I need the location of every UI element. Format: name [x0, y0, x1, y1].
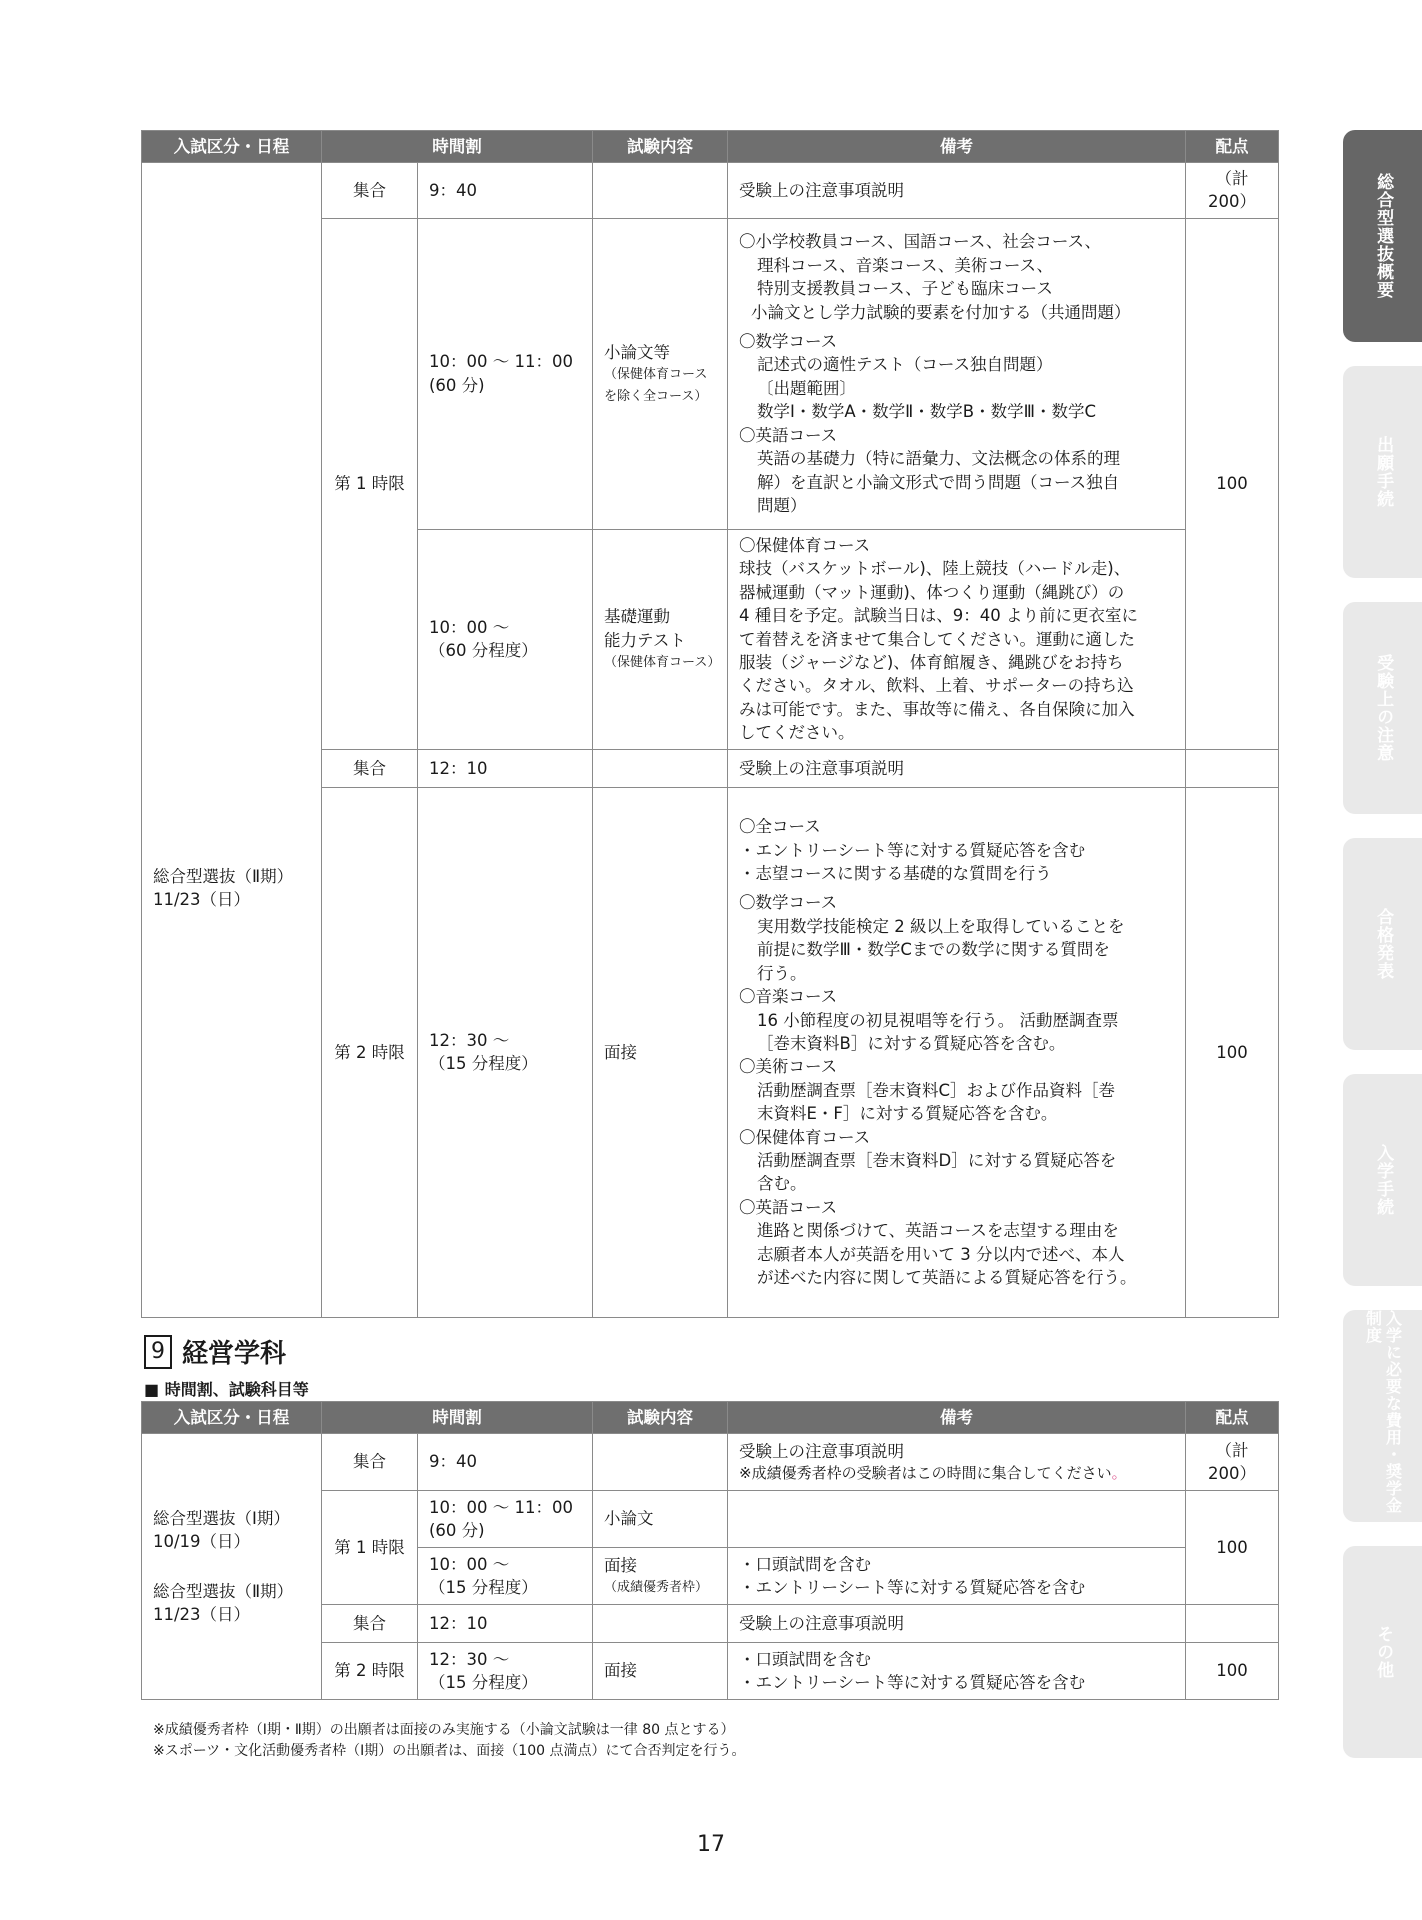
note-line: 進路と関係づけて、英語コースを志望する理由を	[757, 1221, 1119, 1241]
period-label: 第 1 時限	[322, 218, 418, 749]
header-content: 試験内容	[593, 1402, 728, 1434]
note-heading: 〇数学コース	[739, 893, 838, 913]
category-date: 11/23（日）	[153, 889, 251, 909]
exam-schedule-table-2	[141, 1401, 1279, 1700]
score-total: （計 200）	[1186, 163, 1279, 219]
note-heading: 〇小学校教員コース、国語コース、社会コース、	[739, 232, 1102, 252]
note-line: 〔出題範囲〕	[757, 378, 856, 398]
note-line: 活動歴調査票［巻末資料D］に対する質疑応答を	[757, 1151, 1117, 1171]
note-line: ・エントリーシート等に対する質疑応答を含む	[739, 1673, 1086, 1692]
note-line: 志願者本人が英語を用いて 3 分以内で述べ、本人	[757, 1244, 1125, 1264]
note-line: 球技（バスケットボール)、陸上競技（ハードル走)、	[739, 559, 1131, 579]
note-line: 受験上の注意事項説明	[739, 1441, 904, 1461]
assemble-label: 集合	[322, 749, 418, 787]
time-cell	[418, 1643, 593, 1700]
footnote: ※スポーツ・文化活動優秀者枠（Ⅰ期）の出願者は、面接（100 点満点）にて合否判定を行う。	[153, 1743, 746, 1759]
note-heading: 〇音楽コース	[739, 987, 838, 1007]
note-heading: 〇美術コース	[739, 1057, 838, 1077]
score-cell: 100	[1186, 218, 1279, 749]
content-cell: 小論文	[593, 1491, 728, 1548]
assemble-time: 9：40	[418, 1434, 593, 1491]
tab-label: 総合型選抜概要	[1373, 173, 1394, 299]
category-name: 総合型選抜（Ⅱ期）	[153, 866, 294, 886]
note-line: 4 種目を予定。試験当日は、9：40 より前に更衣室に	[739, 606, 1138, 626]
time-range: 10：00 ～	[429, 1554, 510, 1574]
footnotes	[153, 1720, 745, 1762]
time-duration: （60 分程度）	[429, 641, 538, 661]
content-title: 能力テスト	[604, 630, 686, 650]
header-notes: 備考	[728, 1402, 1186, 1434]
notes-cell: 受験上の注意事項説明	[728, 163, 1186, 219]
exam-schedule-table-1	[141, 130, 1279, 1318]
tab-label: 合格発表	[1373, 908, 1394, 980]
category-date: 11/23（日）	[153, 1604, 251, 1624]
score-cell: 100	[1186, 787, 1279, 1317]
content-cell	[593, 218, 728, 529]
score-cell	[1186, 749, 1279, 787]
period-label: 第 1 時限	[322, 1491, 418, 1605]
time-cell	[418, 787, 593, 1317]
section-number: 9	[144, 1335, 172, 1369]
tab-label: 入学に必要な費用・奨学金制度	[1363, 1310, 1403, 1514]
notes-cell	[728, 1434, 1186, 1491]
time-range: 10：00 ～ 11：00	[429, 1497, 573, 1517]
footnote: ※成績優秀者枠（Ⅰ期・Ⅱ期）の出願者は面接のみ実施する（小論文試験は一律 80 点とする）	[153, 1722, 735, 1738]
note-line: 問題）	[757, 495, 807, 515]
note-line-end: 。	[1111, 1464, 1127, 1483]
header-timetable: 時間割	[322, 1402, 593, 1434]
note-line: 実用数学技能検定 2 級以上を取得していることを	[757, 916, 1125, 936]
tab-other[interactable]	[1343, 1546, 1422, 1758]
content-cell	[593, 163, 728, 219]
note-line: ・口頭試問を含む	[739, 1649, 871, 1669]
note-line: ・エントリーシート等に対する質疑応答を含む	[739, 1578, 1086, 1597]
notes-cell	[728, 1643, 1186, 1700]
category-cell	[142, 163, 322, 1318]
tab-label: 出願手続	[1373, 436, 1394, 508]
tab-exam-notes[interactable]	[1343, 602, 1422, 814]
content-note: （成績優秀者枠）	[604, 1579, 709, 1595]
score-total: （計 200）	[1186, 1434, 1279, 1491]
content-title: 面接	[604, 1555, 637, 1575]
table-header-row	[142, 1402, 1279, 1434]
header-category: 入試区分・日程	[142, 131, 322, 163]
tab-results[interactable]	[1343, 838, 1422, 1050]
time-range: 12：30 ～	[429, 1649, 510, 1669]
time-range: 10：00 ～	[429, 617, 510, 637]
assemble-time: 12：10	[418, 749, 593, 787]
note-heading: 〇全コース	[739, 817, 821, 837]
notes-cell: 受験上の注意事項説明	[728, 1605, 1186, 1643]
content-title: 基礎運動	[604, 607, 670, 627]
note-line: 器械運動（マット運動)、体つくり運動（縄跳び）の	[739, 582, 1125, 602]
note-heading: 〇保健体育コース	[739, 1127, 871, 1147]
period-label: 第 2 時限	[322, 787, 418, 1317]
content-cell	[593, 529, 728, 749]
notes-cell	[728, 529, 1186, 749]
time-cell	[418, 1491, 593, 1548]
note-line: 行う。	[757, 963, 807, 983]
assemble-label: 集合	[322, 163, 418, 219]
note-line: 理科コース、音楽コース、美術コース、	[757, 255, 1054, 275]
note-line: 解）を直訳と小論文形式で問う問題（コース独自	[757, 472, 1120, 492]
period-label: 第 2 時限	[322, 1643, 418, 1700]
note-line: ［巻末資料B］に対する質疑応答を含む。	[757, 1033, 1066, 1053]
time-duration: (60 分)	[429, 1521, 485, 1540]
content-cell: 面接	[593, 1643, 728, 1700]
time-cell	[418, 529, 593, 749]
note-line: が述べた内容に関して英語による質疑応答を行う。	[757, 1268, 1137, 1288]
content-note: （保健体育コース）	[604, 655, 721, 671]
header-category: 入試区分・日程	[142, 1402, 322, 1434]
time-range: 12：30 ～	[429, 1030, 510, 1050]
notes-cell	[728, 787, 1186, 1317]
note-line: 記述式の適性テスト（コース独自問題）	[757, 355, 1053, 375]
note-line: ・エントリーシート等に対する質疑応答を含む	[739, 840, 1086, 860]
content-note: を除く全コース）	[604, 388, 708, 404]
score-cell	[1186, 1605, 1279, 1643]
note-line: ・口頭試問を含む	[739, 1554, 871, 1574]
header-score: 配点	[1186, 1402, 1279, 1434]
notes-cell: 受験上の注意事項説明	[728, 749, 1186, 787]
note-line: 含む。	[757, 1174, 807, 1194]
note-line: 特別支援教員コース、子ども臨床コース	[757, 279, 1053, 299]
content-cell	[593, 1605, 728, 1643]
assemble-label: 集合	[322, 1434, 418, 1491]
note-line: 活動歴調査票［巻末資料C］および作品資料［巻	[757, 1080, 1116, 1100]
tab-label: 受験上の注意	[1373, 654, 1394, 762]
score-cell: 100	[1186, 1643, 1279, 1700]
assemble-time: 12：10	[418, 1605, 593, 1643]
assemble-time: 9：40	[418, 163, 593, 219]
tab-label: 入学手続	[1373, 1144, 1394, 1216]
category-name: 総合型選抜（Ⅱ期）	[153, 1581, 294, 1601]
section-title: 経営学科	[182, 1339, 287, 1369]
note-line: 小論文とし学力試験的要素を付加する（共通問題）	[751, 302, 1131, 322]
category-cell	[142, 1434, 322, 1700]
content-note: （保健体育コース	[604, 367, 708, 383]
time-cell	[418, 1548, 593, 1605]
score-cell: 100	[1186, 1491, 1279, 1605]
page-number: 17	[697, 1832, 725, 1857]
note-heading: 〇英語コース	[739, 1197, 838, 1217]
notes-cell	[728, 1548, 1186, 1605]
time-duration: (60 分)	[429, 375, 485, 395]
note-line: ください。タオル、飲料、上着、サポーターの持ち込	[739, 676, 1134, 696]
content-cell	[593, 749, 728, 787]
time-duration: （15 分程度）	[429, 1054, 538, 1074]
note-heading: 〇英語コース	[739, 425, 838, 445]
tab-application[interactable]	[1343, 366, 1422, 578]
note-line: て着替えを済ませて集合してください。運動に適した	[739, 629, 1135, 649]
tab-label: その他	[1373, 1625, 1394, 1679]
note-line: 末資料E・F］に対する質疑応答を含む。	[757, 1104, 1058, 1124]
time-cell	[418, 218, 593, 529]
category-name: 総合型選抜（Ⅰ期）	[153, 1508, 290, 1528]
header-notes: 備考	[728, 131, 1186, 163]
section-heading	[144, 1333, 286, 1370]
content-cell: 面接	[593, 787, 728, 1317]
note-line: してください。	[739, 723, 855, 743]
note-line: 英語の基礎力（特に語彙力、文法概念の体系的理	[757, 449, 1120, 469]
header-score: 配点	[1186, 131, 1279, 163]
notes-cell	[728, 1491, 1186, 1548]
note-line: ※成績優秀者枠の受験者はこの時間に集合してください	[739, 1464, 1112, 1483]
note-line: ・志望コースに関する基礎的な質問を行う	[739, 863, 1052, 883]
table-header-row	[142, 131, 1279, 163]
content-title: 小論文等	[604, 342, 670, 362]
header-content: 試験内容	[593, 131, 728, 163]
tab-fees-scholarship[interactable]	[1343, 1310, 1422, 1522]
time-duration: （15 分程度）	[429, 1578, 538, 1597]
section-subtitle: ■ 時間割、試験科目等	[144, 1380, 309, 1399]
tab-overview[interactable]	[1343, 130, 1422, 342]
assemble-label: 集合	[322, 1605, 418, 1643]
tab-enrollment[interactable]	[1343, 1074, 1422, 1286]
time-duration: （15 分程度）	[429, 1673, 538, 1692]
note-line: みは可能です。また、事故等に備え、各自保険に加入	[739, 699, 1135, 719]
table-row	[142, 163, 1279, 219]
note-line: 前提に数学Ⅲ・数学Cまでの数学に関する質問を	[757, 940, 1110, 960]
time-range: 10：00 ～ 11：00	[429, 352, 573, 372]
note-heading: 〇保健体育コース	[739, 535, 871, 555]
note-line: 数学Ⅰ・数学A・数学Ⅱ・数学B・数学Ⅲ・数学C	[757, 402, 1096, 422]
header-timetable: 時間割	[322, 131, 593, 163]
notes-cell	[728, 218, 1186, 529]
note-heading: 〇数学コース	[739, 332, 838, 351]
content-cell	[593, 1548, 728, 1605]
note-line: 16 小節程度の初見視唱等を行う。 活動歴調査票	[757, 1010, 1119, 1030]
content-cell	[593, 1434, 728, 1491]
table-row	[142, 1434, 1279, 1491]
category-date: 10/19（日）	[153, 1532, 251, 1552]
note-line: 服装（ジャージなど)、体育館履き、縄跳びをお持ち	[739, 653, 1124, 673]
